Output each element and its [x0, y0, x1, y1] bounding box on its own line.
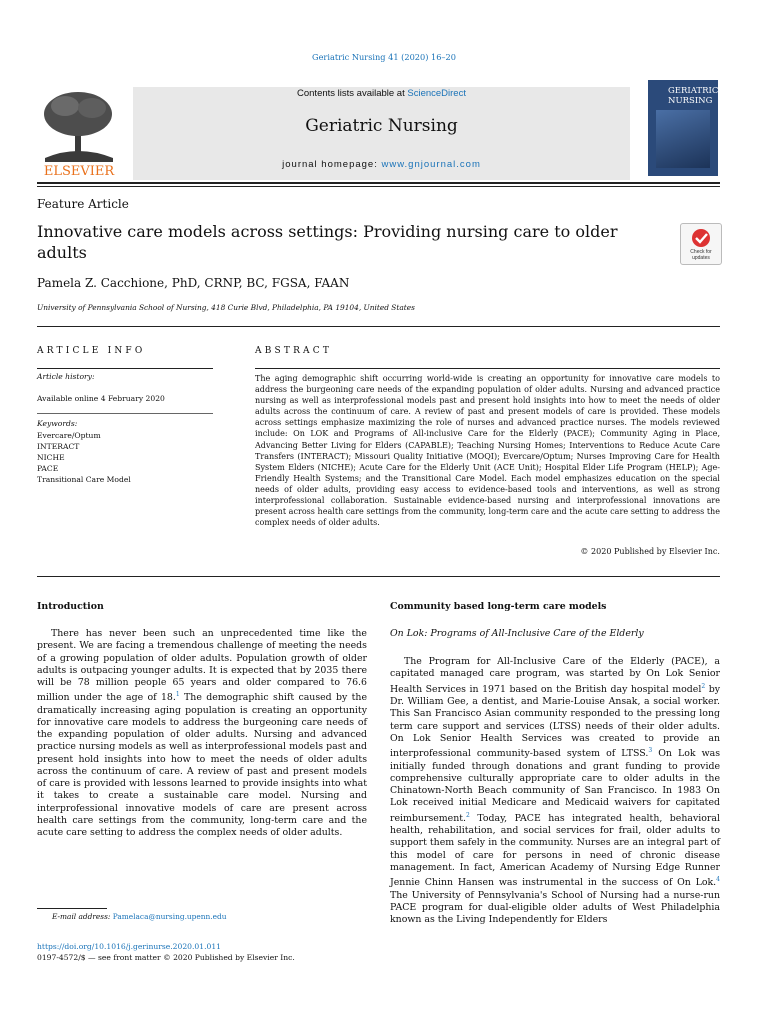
- article-info-heading: ARTICLE INFO: [37, 346, 146, 356]
- author-email: [52, 912, 227, 921]
- pace-text: The University of Pennsylvania's School of Nursing had a nurse-run PACE program for dual-eligible older adults of West Philadelphia known as the Living Independently for Elders: [390, 889, 720, 926]
- author-name: Pamela Z. Cacchione, PhD, CRNP, BC, FGSA, FAAN: [37, 276, 350, 290]
- abstract-heading: ABSTRACT: [255, 346, 333, 356]
- abstract-copyright: © 2020 Published by Elsevier Inc.: [580, 547, 720, 556]
- elsevier-tree-icon: [37, 88, 121, 178]
- keyword-item: INTERACT: [37, 442, 80, 452]
- introduction-paragraph: [37, 628, 367, 839]
- on-lok-subheading: On Lok: Programs of All-Inclusive Care of the Elderly: [390, 628, 644, 639]
- cover-art: [656, 110, 710, 168]
- email-label: E-mail address:: [52, 912, 113, 921]
- section-rule: [37, 326, 720, 327]
- badge-label: Check for updates: [690, 249, 712, 261]
- keyword-item: PACE: [37, 464, 59, 474]
- cover-title-line-2: NURSING: [668, 96, 713, 106]
- contents-line: [133, 88, 630, 99]
- svg-text:ELSEVIER: ELSEVIER: [43, 164, 115, 178]
- header-rule-thin: [37, 186, 720, 187]
- article-info-rule: [37, 368, 213, 369]
- intro-text-2: The demographic shift caused by the dramatically increasing aging population is creating an opportunity for innovative care models to address the burgeoning care needs of the expanding population of older adults. Nursing and advanced practice nursing models as well as interprofessional models past and present hold insights into how to meet the needs of older adults across the continuum of care. A review of past and present models of care is provided with lessons learned to provide insights into what it takes to create a sustainable care model. Nursing and interprofessional innovative models of care are present across health care settings from the community, long-term care and the acute care setting to address the complex needs of older adults.: [37, 692, 368, 839]
- pace-paragraph: [390, 656, 720, 926]
- doi-link[interactable]: https://doi.org/10.1016/j.gerinurse.2020.01.011: [37, 942, 221, 951]
- keyword-list: [37, 431, 131, 486]
- available-online: Available online 4 February 2020: [37, 394, 165, 403]
- body-rule: [37, 576, 720, 577]
- journal-cover-image[interactable]: [648, 80, 718, 176]
- community-models-heading: Community based long-term care models: [390, 601, 607, 612]
- intro-text-1: There has never been such an unprecedented time like the present. We are facing a tremendous challenge of meeting the needs of a growing population of older adults. Population growth of older adults is outpacing younger adults. It is expected that by 2035 there will be 78 million people 65 years and older compared to 76.6 million under the age of 18.: [37, 628, 367, 704]
- article-type: Feature Article: [37, 197, 129, 211]
- check-for-updates-badge[interactable]: [680, 223, 722, 265]
- keyword-item: Transitional Care Model: [37, 475, 131, 485]
- reference-link[interactable]: 2: [701, 682, 706, 690]
- reference-link[interactable]: 4: [716, 876, 720, 884]
- keyword-item: NICHE: [37, 453, 65, 463]
- history-rule: [37, 413, 213, 414]
- article-title: Innovative care models across settings: Providing nursing care to older adults: [37, 222, 618, 262]
- reference-link[interactable]: 1: [175, 691, 180, 699]
- keyword-item: Evercare/Optum: [37, 431, 101, 440]
- abstract-rule: [255, 368, 720, 369]
- issn-line: 0197-4572/$ — see front matter © 2020 Published by Elsevier Inc.: [37, 953, 295, 962]
- keywords-label: Keywords:: [37, 419, 78, 428]
- journal-citation[interactable]: Geriatric Nursing 41 (2020) 16–20: [312, 52, 456, 62]
- sciencedirect-link[interactable]: ScienceDirect: [407, 88, 466, 99]
- pace-text: On Lok was initially funded through donations and grant funding to provide comprehensive culturally appropriate care to older adults in the Chinatown-North Beach community of San Francisco. In 1983 On Lok received initial Medicare and Medicaid waivers for capitated reimbursement.: [390, 748, 721, 824]
- reference-link[interactable]: 2: [466, 811, 470, 819]
- cover-title-line-1: GERIATRIC: [668, 86, 719, 96]
- contents-prefix: Contents lists available at: [297, 88, 408, 99]
- journal-homepage: [133, 159, 630, 170]
- history-label: Article history:: [37, 372, 95, 381]
- abstract-text: The aging demographic shift occurring world-wide is creating an opportunity for innovative care models to address the burgeoning care needs of the expanding population of older adults. Nursing and advanced practice nursing as well as interprofessional models past and present hold insights into how to meet the needs of older adults across the continuum of care. A review of past and present models of care is provided. These models across settings emphasize maximizing the role of nurses and advanced practice nurses. The models reviewed include: On LOK and Programs of All-inclusive Care for the Elderly (PACE); Community Aging in Place, Advancing Better Living for Elders (CAPABLE); Teaching Nursing Homes; Interventions to Reduce Acute Care Transfers (INTERACT); Missouri Quality Initiative (MOQI); Evercare/Optum; Nurses Improving Care for Health System Elders (NICHE); Acute Care for the Elderly Unit (ACE Unit); Hospital Elder Life Program (HELP); Age-Friendly Health Systems; and the Transitional Care Model. Each model emphasizes education on the special needs of older adults, providing easy access to evidence-based tools and interventions, as well as strong interprofessional collaboration. Sustainable evidence-based nursing and interprofessional innovations are present across health care settings from the community, long-term care and the acute care setting to address the complex needs of older adults.: [255, 374, 720, 528]
- elsevier-logo: [37, 88, 121, 178]
- reference-link[interactable]: 3: [648, 747, 653, 755]
- affiliation: University of Pennsylvania School of Nursing, 418 Curie Blvd, Philadelphia, PA 19104, United States: [37, 303, 415, 312]
- pace-text: Today, PACE has integrated health, behavioral health, rehabilitation, and social services for frail, older adults to support them safely in the community. Nurses are an integral part of this model of care for persons in need of chronic disease management. In fact, American Academy of Nursing Edge Runner Jennie Chinn Hansen was instrumental in the success of On Lok.: [390, 812, 720, 889]
- email-link[interactable]: Pamelaca@nursing.upenn.edu: [112, 912, 227, 921]
- pace-text: by Dr. William Gee, a dentist, and Marie-Louise Ansak, a social worker. This San Francisco Asian community responded to the pressing long term care support and services (LTSS) needs of their older adults. On Lok Senior Health Services was created to provide an interprofessional community-based system of LTSS.: [390, 683, 720, 760]
- cover-title: [668, 86, 718, 106]
- header-rule: [37, 182, 720, 184]
- homepage-prefix: journal homepage:: [282, 159, 382, 170]
- journal-title: Geriatric Nursing: [305, 116, 458, 136]
- pace-text: The Program for All-Inclusive Care of the Elderly (PACE), a capitated managed care program, was started by On Lok Senior Health Services in 1971 based on the British day hospital model: [390, 656, 720, 695]
- homepage-link[interactable]: www.gnjournal.com: [381, 159, 481, 170]
- introduction-heading: Introduction: [37, 601, 104, 612]
- footnote-rule: [37, 908, 107, 909]
